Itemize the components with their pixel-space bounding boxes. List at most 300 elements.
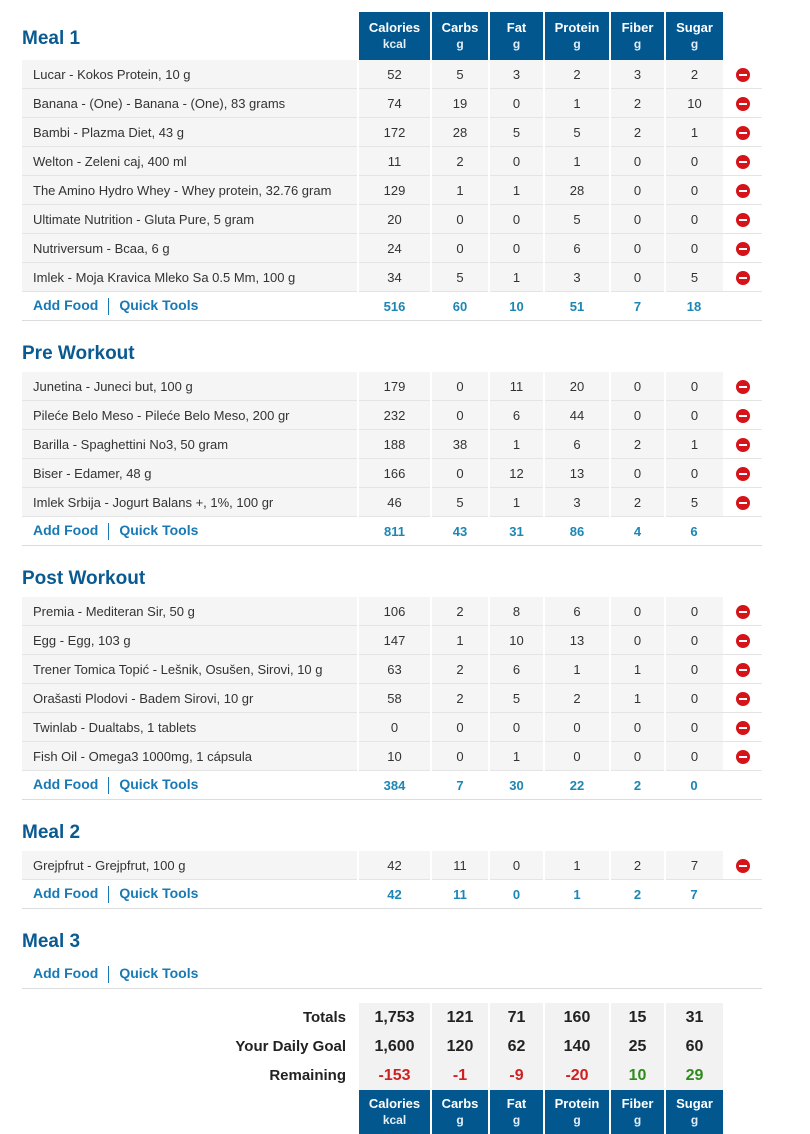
food-protein: 1 [544, 89, 610, 118]
add-food-link[interactable]: Add Food [33, 964, 99, 981]
food-row[interactable] [22, 118, 762, 147]
column-header-fiber [610, 12, 665, 60]
food-name[interactable]: Twinlab - Dualtabs, 1 tablets [22, 713, 358, 742]
food-protein: 6 [544, 430, 610, 459]
footer-header-row [22, 1090, 762, 1134]
food-sugar: 0 [665, 147, 723, 176]
food-sugar: 2 [665, 60, 723, 89]
remove-circle-icon[interactable] [736, 859, 750, 873]
food-name[interactable]: The Amino Hydro Whey - Whey protein, 32.76 gram [22, 176, 358, 205]
delete-cell [723, 234, 762, 263]
column-label: Sugar [676, 1096, 713, 1111]
meal-total-calories [358, 960, 431, 989]
remove-circle-icon[interactable] [736, 467, 750, 481]
food-carbs: 0 [431, 205, 489, 234]
food-sugar: 1 [665, 430, 723, 459]
food-carbs: 5 [431, 488, 489, 517]
meal-total-sugar: 6 [665, 517, 723, 546]
food-calories: 106 [358, 597, 431, 626]
column-header-sugar [665, 12, 723, 60]
quick-tools-link[interactable]: Quick Tools [119, 775, 199, 792]
food-row[interactable] [22, 742, 762, 771]
summary-carbs: 120 [431, 1032, 489, 1061]
food-carbs: 0 [431, 234, 489, 263]
meal-title: Pre Workout [22, 343, 135, 364]
delete-cell [723, 488, 762, 517]
delete-cell [723, 459, 762, 488]
meal-total-fiber: 2 [610, 771, 665, 800]
meal-total-carbs: 60 [431, 292, 489, 321]
food-row[interactable] [22, 626, 762, 655]
food-fiber: 1 [610, 655, 665, 684]
meal-total-protein: 51 [544, 292, 610, 321]
delete-cell [723, 430, 762, 459]
food-fat: 5 [489, 684, 544, 713]
food-sugar: 0 [665, 597, 723, 626]
add-food-link[interactable]: Add Food [33, 884, 99, 901]
food-row[interactable] [22, 176, 762, 205]
food-name[interactable]: Trener Tomica Topić - Lešnik, Osušen, Sirovi, 10 g [22, 655, 358, 684]
food-sugar: 0 [665, 655, 723, 684]
food-row[interactable] [22, 372, 762, 401]
food-carbs: 5 [431, 60, 489, 89]
food-row[interactable] [22, 430, 762, 459]
food-sugar: 0 [665, 684, 723, 713]
column-unit: g [573, 1113, 581, 1127]
column-label: Fiber [621, 1096, 654, 1111]
remove-circle-icon[interactable] [736, 496, 750, 510]
food-calories: 20 [358, 205, 431, 234]
footer-spacer [22, 1090, 358, 1134]
summary-spacer [723, 1061, 762, 1090]
remove-circle-icon[interactable] [736, 721, 750, 735]
food-carbs: 38 [431, 430, 489, 459]
delete-cell [723, 263, 762, 292]
food-sugar: 0 [665, 372, 723, 401]
food-protein: 1 [544, 655, 610, 684]
food-calories: 34 [358, 263, 431, 292]
column-unit: g [690, 1113, 699, 1127]
food-name[interactable]: Nutriversum - Bcaa, 6 g [22, 234, 358, 263]
food-fiber: 0 [610, 176, 665, 205]
summary-label: Your Daily Goal [235, 1038, 346, 1055]
food-fat: 8 [489, 597, 544, 626]
food-fiber: 0 [610, 372, 665, 401]
quick-tools-link[interactable]: Quick Tools [119, 964, 199, 981]
meal-total-sugar: 7 [665, 880, 723, 909]
column-header-calories [358, 12, 431, 60]
food-fat: 1 [489, 263, 544, 292]
remove-circle-icon[interactable] [736, 271, 750, 285]
food-fat: 0 [489, 713, 544, 742]
food-protein: 3 [544, 488, 610, 517]
meal-total-carbs [431, 960, 489, 989]
remove-circle-icon[interactable] [736, 605, 750, 619]
food-fat: 0 [489, 234, 544, 263]
food-name[interactable]: Orašasti Plodovi - Badem Sirovi, 10 gr [22, 684, 358, 713]
food-fiber: 0 [610, 147, 665, 176]
food-sugar: 10 [665, 89, 723, 118]
food-name[interactable]: Welton - Zeleni caj, 400 ml [22, 147, 358, 176]
food-sugar: 0 [665, 205, 723, 234]
food-protein: 5 [544, 205, 610, 234]
food-calories: 63 [358, 655, 431, 684]
food-fiber: 0 [610, 205, 665, 234]
food-carbs: 0 [431, 372, 489, 401]
column-label: Carbs [441, 20, 479, 35]
food-protein: 5 [544, 118, 610, 147]
food-fat: 6 [489, 655, 544, 684]
food-name[interactable]: Bambi - Plazma Diet, 43 g [22, 118, 358, 147]
food-calories: 10 [358, 742, 431, 771]
food-calories: 179 [358, 372, 431, 401]
food-name[interactable]: Pileće Belo Meso - Pileće Belo Meso, 200 gr [22, 401, 358, 430]
food-diary [22, 12, 762, 1134]
food-calories: 74 [358, 89, 431, 118]
food-row[interactable] [22, 597, 762, 626]
food-fiber: 2 [610, 488, 665, 517]
totals-spacer [723, 517, 762, 546]
footer-spacer-right [723, 1090, 762, 1134]
delete-cell [723, 401, 762, 430]
link-separator [108, 966, 109, 983]
remove-circle-icon[interactable] [736, 155, 750, 169]
food-name[interactable]: Junetina - Juneci but, 100 g [22, 372, 358, 401]
food-sugar: 0 [665, 401, 723, 430]
food-carbs: 1 [431, 176, 489, 205]
meal-total-calories: 42 [358, 880, 431, 909]
column-label: Calories [368, 20, 421, 35]
meal-total-sugar: 0 [665, 771, 723, 800]
column-header-fat [489, 1090, 544, 1134]
meal-title: Meal 1 [22, 28, 81, 49]
food-carbs: 0 [431, 742, 489, 771]
delete-cell [723, 176, 762, 205]
remove-circle-icon[interactable] [736, 634, 750, 648]
meal-total-calories: 516 [358, 292, 431, 321]
remove-circle-icon[interactable] [736, 663, 750, 677]
food-row[interactable] [22, 459, 762, 488]
food-fat: 12 [489, 459, 544, 488]
food-fiber: 0 [610, 459, 665, 488]
food-row[interactable] [22, 263, 762, 292]
food-fiber: 3 [610, 60, 665, 89]
remove-circle-icon[interactable] [736, 750, 750, 764]
meal-totals-row [22, 517, 762, 546]
food-calories: 166 [358, 459, 431, 488]
quick-tools-link[interactable]: Quick Tools [119, 884, 199, 901]
column-unit: g [633, 1113, 642, 1127]
food-name[interactable]: Egg - Egg, 103 g [22, 626, 358, 655]
food-fat: 10 [489, 626, 544, 655]
food-fat: 0 [489, 205, 544, 234]
food-fat: 1 [489, 430, 544, 459]
link-separator [108, 298, 109, 315]
food-protein: 6 [544, 234, 610, 263]
food-calories: 42 [358, 851, 431, 880]
food-calories: 232 [358, 401, 431, 430]
quick-tools-link[interactable]: Quick Tools [119, 296, 199, 313]
meal-total-protein: 1 [544, 880, 610, 909]
food-row[interactable] [22, 488, 762, 517]
food-carbs: 5 [431, 263, 489, 292]
meal-total-fiber [610, 960, 665, 989]
column-label: Calories [368, 1096, 421, 1111]
food-fiber: 0 [610, 401, 665, 430]
food-fat: 5 [489, 118, 544, 147]
food-carbs: 19 [431, 89, 489, 118]
column-unit: g [512, 37, 521, 51]
food-sugar: 0 [665, 459, 723, 488]
summary-gap [22, 989, 762, 1004]
food-fiber: 0 [610, 742, 665, 771]
food-fiber: 2 [610, 118, 665, 147]
meal-links [22, 292, 358, 321]
column-unit: g [690, 37, 699, 51]
food-name[interactable]: Ultimate Nutrition - Gluta Pure, 5 gram [22, 205, 358, 234]
summary-label: Remaining [269, 1067, 346, 1084]
summary-calories: 1,600 [358, 1032, 431, 1061]
column-label: Protein [554, 1096, 600, 1111]
food-sugar: 5 [665, 488, 723, 517]
food-sugar: 5 [665, 263, 723, 292]
food-name[interactable]: Lucar - Kokos Protein, 10 g [22, 60, 358, 89]
totals-spacer [723, 960, 762, 989]
meal-total-calories: 811 [358, 517, 431, 546]
food-row[interactable] [22, 684, 762, 713]
meal-totals-row [22, 771, 762, 800]
food-fiber: 2 [610, 430, 665, 459]
column-label: Fat [506, 1096, 527, 1111]
delete-cell [723, 372, 762, 401]
food-calories: 172 [358, 118, 431, 147]
food-protein: 2 [544, 684, 610, 713]
food-fat: 11 [489, 372, 544, 401]
column-unit: g [633, 37, 642, 51]
delete-cell [723, 118, 762, 147]
delete-cell [723, 713, 762, 742]
meal-header [22, 909, 762, 961]
totals-spacer [723, 880, 762, 909]
meal-header [22, 546, 762, 598]
food-fat: 6 [489, 401, 544, 430]
food-protein: 20 [544, 372, 610, 401]
add-food-link[interactable]: Add Food [33, 521, 99, 538]
food-row[interactable] [22, 713, 762, 742]
column-unit: g [512, 1113, 521, 1127]
food-fiber: 2 [610, 89, 665, 118]
food-name[interactable]: Grejpfrut - Grejpfrut, 100 g [22, 851, 358, 880]
remove-circle-icon[interactable] [736, 242, 750, 256]
food-row[interactable] [22, 401, 762, 430]
meal-total-sugar [665, 960, 723, 989]
remove-circle-icon[interactable] [736, 438, 750, 452]
column-label: Protein [554, 20, 600, 35]
remove-circle-icon[interactable] [736, 126, 750, 140]
food-sugar: 0 [665, 234, 723, 263]
column-unit: g [456, 37, 464, 51]
food-fat: 1 [489, 176, 544, 205]
meal-links [22, 960, 358, 989]
food-fiber: 0 [610, 597, 665, 626]
summary-carbs: 121 [431, 1003, 489, 1032]
food-fat: 0 [489, 147, 544, 176]
summary-sugar: 29 [665, 1061, 723, 1090]
remove-circle-icon[interactable] [736, 380, 750, 394]
summary-label: Totals [302, 1009, 346, 1026]
summary-row-totals [22, 1003, 762, 1032]
summary-fat: -9 [489, 1061, 544, 1090]
meal-total-carbs: 11 [431, 880, 489, 909]
summary-sugar: 31 [665, 1003, 723, 1032]
delete-cell [723, 60, 762, 89]
meal-links [22, 517, 358, 546]
food-protein: 6 [544, 597, 610, 626]
food-row[interactable] [22, 851, 762, 880]
meal-links [22, 771, 358, 800]
column-label: Fiber [621, 20, 654, 35]
food-calories: 188 [358, 430, 431, 459]
food-fiber: 0 [610, 234, 665, 263]
food-fat: 0 [489, 851, 544, 880]
food-name[interactable]: Biser - Edamer, 48 g [22, 459, 358, 488]
food-sugar: 7 [665, 851, 723, 880]
column-header-carbs [431, 12, 489, 60]
meal-header [22, 800, 762, 852]
summary-protein: 160 [544, 1003, 610, 1032]
column-header-sugar [665, 1090, 723, 1134]
food-carbs: 0 [431, 401, 489, 430]
food-protein: 1 [544, 851, 610, 880]
diary-table [22, 12, 762, 1134]
meal-total-carbs: 43 [431, 517, 489, 546]
meal-totals-row [22, 292, 762, 321]
food-fat: 1 [489, 488, 544, 517]
meal-links [22, 880, 358, 909]
link-separator [108, 523, 109, 540]
delete-cell [723, 626, 762, 655]
food-row[interactable] [22, 60, 762, 89]
summary-fiber: 10 [610, 1061, 665, 1090]
food-fat: 0 [489, 89, 544, 118]
food-carbs: 2 [431, 597, 489, 626]
column-label: Sugar [676, 20, 713, 35]
remove-circle-icon[interactable] [736, 184, 750, 198]
food-row[interactable] [22, 147, 762, 176]
summary-row-remaining [22, 1061, 762, 1090]
food-carbs: 1 [431, 626, 489, 655]
meal-total-protein: 86 [544, 517, 610, 546]
meal-total-sugar: 18 [665, 292, 723, 321]
food-calories: 129 [358, 176, 431, 205]
food-carbs: 2 [431, 655, 489, 684]
summary-fat: 71 [489, 1003, 544, 1032]
meal-total-carbs: 7 [431, 771, 489, 800]
food-sugar: 0 [665, 176, 723, 205]
food-protein: 2 [544, 60, 610, 89]
food-name[interactable]: Fish Oil - Omega3 1000mg, 1 cápsula [22, 742, 358, 771]
remove-circle-icon[interactable] [736, 213, 750, 227]
column-header-fiber [610, 1090, 665, 1134]
delete-cell [723, 89, 762, 118]
gap-cell [22, 989, 762, 1004]
food-row[interactable] [22, 234, 762, 263]
link-separator [108, 777, 109, 794]
add-food-link[interactable]: Add Food [33, 775, 99, 792]
meal-title: Post Workout [22, 568, 146, 589]
food-protein: 1 [544, 147, 610, 176]
meal-total-fat: 10 [489, 292, 544, 321]
column-unit: g [573, 37, 581, 51]
food-name[interactable]: Barilla - Spaghettini No3, 50 gram [22, 430, 358, 459]
food-protein: 28 [544, 176, 610, 205]
summary-fiber: 15 [610, 1003, 665, 1032]
food-sugar: 0 [665, 626, 723, 655]
food-protein: 3 [544, 263, 610, 292]
remove-circle-icon[interactable] [736, 68, 750, 82]
column-label: Fat [506, 20, 527, 35]
food-fiber: 0 [610, 263, 665, 292]
food-protein: 0 [544, 713, 610, 742]
food-carbs: 2 [431, 147, 489, 176]
meal-total-fat [489, 960, 544, 989]
summary-carbs: -1 [431, 1061, 489, 1090]
remove-circle-icon[interactable] [736, 97, 750, 111]
food-calories: 58 [358, 684, 431, 713]
delete-cell [723, 147, 762, 176]
food-calories: 52 [358, 60, 431, 89]
food-fiber: 0 [610, 713, 665, 742]
food-row[interactable] [22, 89, 762, 118]
delete-cell [723, 851, 762, 880]
food-row[interactable] [22, 205, 762, 234]
totals-spacer [723, 771, 762, 800]
delete-cell [723, 655, 762, 684]
food-name[interactable]: Imlek - Moja Kravica Mleko Sa 0.5 Mm, 100 g [22, 263, 358, 292]
food-fat: 1 [489, 742, 544, 771]
summary-fat: 62 [489, 1032, 544, 1061]
meal-title: Meal 3 [22, 931, 81, 952]
food-protein: 13 [544, 459, 610, 488]
food-sugar: 0 [665, 713, 723, 742]
food-name[interactable]: Premia - Mediteran Sir, 50 g [22, 597, 358, 626]
quick-tools-link[interactable]: Quick Tools [119, 521, 199, 538]
summary-spacer [723, 1003, 762, 1032]
summary-sugar: 60 [665, 1032, 723, 1061]
food-sugar: 0 [665, 742, 723, 771]
food-name[interactable]: Banana - (One) - Banana - (One), 83 grams [22, 89, 358, 118]
meal-total-fiber: 7 [610, 292, 665, 321]
meal-title: Meal 2 [22, 822, 81, 843]
food-row[interactable] [22, 655, 762, 684]
meal-total-protein [544, 960, 610, 989]
totals-spacer [723, 292, 762, 321]
meal-total-fat: 0 [489, 880, 544, 909]
remove-circle-icon[interactable] [736, 409, 750, 423]
delete-cell [723, 742, 762, 771]
food-name[interactable]: Imlek Srbija - Jogurt Balans +, 1%, 100 gr [22, 488, 358, 517]
summary-protein: 140 [544, 1032, 610, 1061]
food-fiber: 1 [610, 684, 665, 713]
meal-total-calories: 384 [358, 771, 431, 800]
summary-calories: 1,753 [358, 1003, 431, 1032]
remove-circle-icon[interactable] [736, 692, 750, 706]
meal-total-protein: 22 [544, 771, 610, 800]
add-food-link[interactable]: Add Food [33, 296, 99, 313]
food-sugar: 1 [665, 118, 723, 147]
food-protein: 44 [544, 401, 610, 430]
meal-header [22, 321, 762, 373]
